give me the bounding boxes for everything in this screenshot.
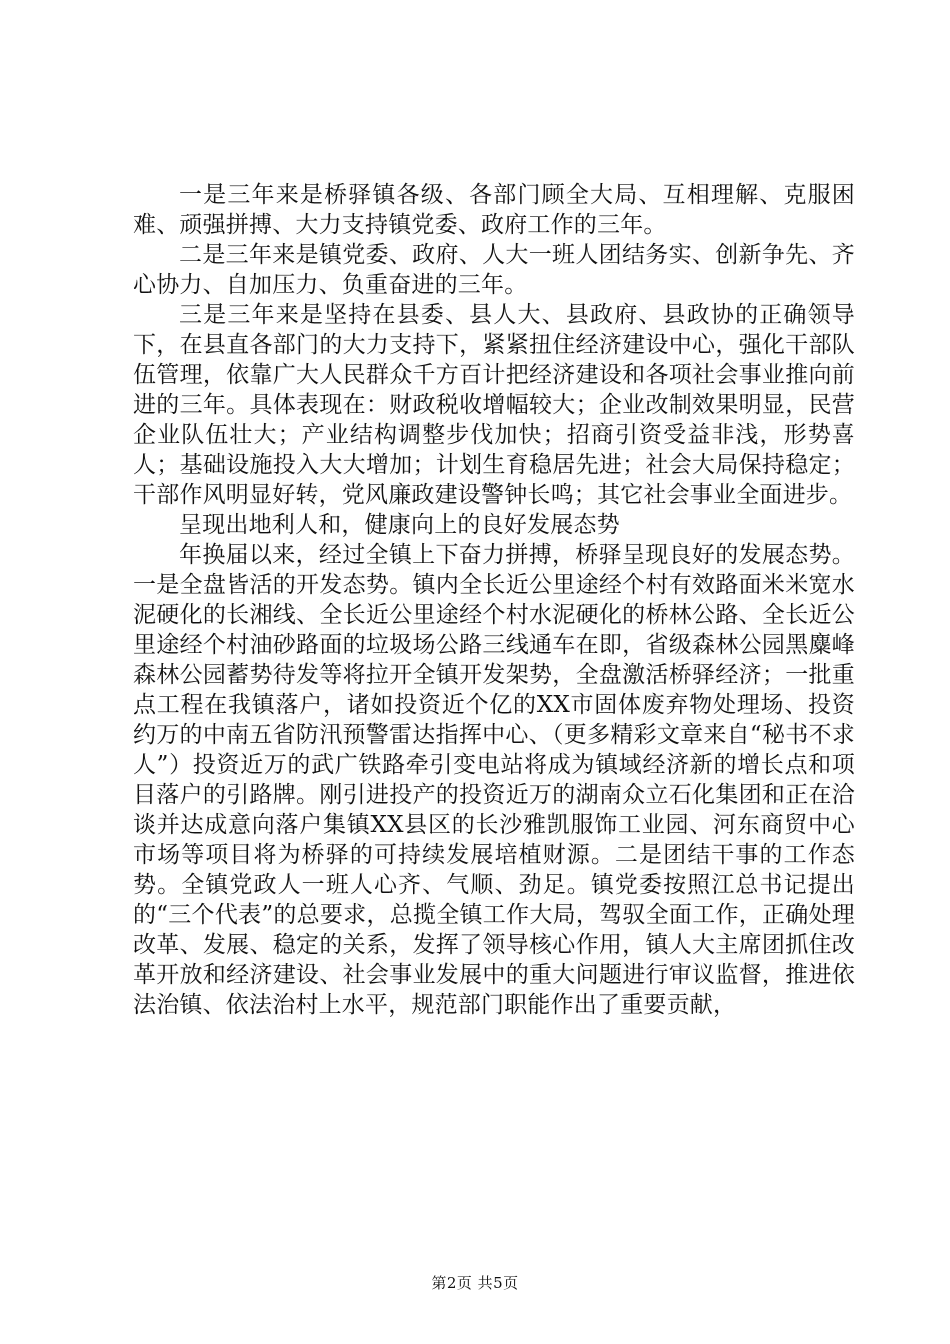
paragraph-3: 三是三年来是坚持在县委、县人大、县政府、县政协的正确领导下，在县直各部门的大力支持下，紧紧扭住经济建设中心，强化干部队伍管理，依靠广大人民群众千方百计把经济建设和各项社会事业推向前进的三年。具体表现在：财政税收增幅较大；企业改制效果明显，民营企业队伍壮大；产业结构调整步伐加快；招商引资受益非浅，形势喜人；基础设施投入大大增加；计划生育稳居先进；社会大局保持稳定；干部作风明显好转，党风廉政建设警钟长鸣；其它社会事业全面进步。 [133, 302, 855, 508]
paragraph-5: 年换届以来，经过全镇上下奋力拼搏，桥驿呈现良好的发展态势。一是全盘皆活的开发态势。镇内全长近公里途经个村有效路面米米宽水泥硬化的长湘线、全长近公里途经个村水泥硬化的桥林公路、全长近公里途经个村油砂路面的垃圾场公路三线通车在即，省级森林公园黑麋峰森林公园蓄势待发等将拉开全镇开发架势，全盘激活桥驿经济；一批重点工程在我镇落户，诸如投资近个亿的XX市固体废弃物处理场、投资约万的中南五省防汛预警雷达指挥中心、（更多精彩文章来自“秘书不求人”）投资近万的武广铁路牵引变电站将成为镇域经济新的增长点和项目落户的引路牌。刚引进投产的投资近万的湖南众立石化集团和正在洽谈并达成意向落户集镇XX县区的长沙雅凯服饰工业园、河东商贸中心市场等项目将为桥驿的可持续发展培植财源。二是团结干事的工作态势。全镇党政人一班人心齐、气顺、劲足。镇党委按照江总书记提出的“三个代表”的总要求，总揽全镇工作大局，驾驭全面工作，正确处理改革、发展、稳定的关系，发挥了领导核心作用，镇人大主席团抓住改革开放和经济建设、社会事业发展中的重大问题进行审议监督，推进依法治镇、依法治村上水平，规范部门职能作出了重要贡献， [133, 542, 855, 1018]
paragraph-2: 二是三年来是镇党委、政府、人大一班人团结务实、创新争先、齐心协力、自加压力、负重奋进的三年。 [133, 242, 855, 298]
page-number-footer: 第2页 共5页 [431, 1274, 519, 1292]
paragraph-1: 一是三年来是桥驿镇各级、各部门顾全大局、互相理解、克服困难、顽强拼搏、大力支持镇党委、政府工作的三年。 [133, 182, 855, 238]
paragraph-4: 呈现出地利人和，健康向上的良好发展态势 [179, 512, 620, 538]
document-body [133, 180, 855, 1020]
